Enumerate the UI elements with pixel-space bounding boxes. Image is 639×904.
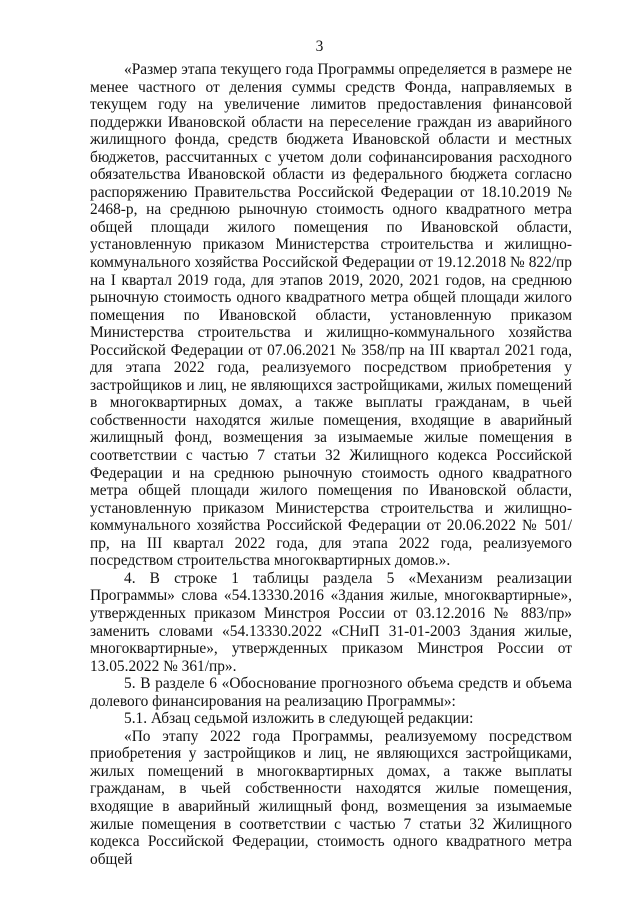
document-body xyxy=(90,61,572,868)
paragraph-stage-size-definition: «Размер этапа текущего года Программы определяется в размере не менее частного от деления суммы средств Фонда, направляемых в текущем году на увеличение лимитов предоставления финансовой поддержки Ивановской области на переселение граждан из аварийного жилищного фонда, средств бюджета Ивановской области и местных бюджетов, рассчитанных с учетом доли софинансирования расходного обязательства Ивановской области из федерального бюджета согласно распоряжению Правительства Российской Федерации от 18.10.2019 № 2468-р, на среднюю рыночную стоимость одного квадратного метра общей площади жилого помещения по Ивановской области, установленную приказом Министерства строительства и жилищно-коммунального хозяйства Российской Федерации от 19.12.2018 № 822/пр на I квартал 2019 года, для этапов 2019, 2020, 2021 годов, на среднюю рыночную стоимость одного квадратного метра общей площади жилого помещения по Ивановской области, установленную приказом Министерства строительства и жилищно-коммунального хозяйства Российской Федерации от 07.06.2021 № 358/пр на III квартал 2021 года, для этапа 2022 года, реализуемого посредством приобретения у застройщиков и лиц, не являющихся застройщиками, жилых помещений в многоквартирных домах, а также выплаты гражданам, в чьей собственности находятся жилые помещения, входящие в аварийный жилищный фонд, возмещения за изымаемые жилые помещения в соответствии с частью 7 статьи 32 Жилищного кодекса Российской Федерации и на среднюю рыночную стоимость одного квадратного метра общей площади жилого помещения по Ивановской области, установленную приказом Министерства строительства и жилищно-коммунального хозяйства Российской Федерации от 20.06.2022 № 501/пр, на III квартал 2022 года, для этапа 2022 года, реализуемого посредством строительства многоквартирных домов.». xyxy=(90,61,572,570)
paragraph-stage-2022-quote: «По этапу 2022 года Программы, реализуемому посредством приобретения у застройщиков и лиц, не являющихся застройщиками, жилых помещений в многоквартирных домах, а также выплаты гражданам, в чьей собственности находятся жилые помещения, входящие в аварийный жилищный фонд, возмещения за изымаемые жилые помещения в соответствии с частью 7 статьи 32 Жилищного кодекса Российской Федерации, стоимость одного квадратного метра общей xyxy=(90,727,572,868)
paragraph-item-5: 5. В разделе 6 «Обоснование прогнозного объема средств и объема долевого финансирования на реализацию Программы»: xyxy=(90,675,572,710)
page-number: 3 xyxy=(315,38,324,55)
paragraph-item-4: 4. В строке 1 таблицы раздела 5 «Механизм реализации Программы» слова «54.13330.2016 «Здания жилые, многоквартирные», утвержденных приказом Минстроя России от 03.12.2016 № 883/пр» заменить словами «54.13330.2022 «СНиП 31-01-2003 Здания жилые, многоквартирные», утвержденных приказом Минстроя России от 13.05.2022 № 361/пр». xyxy=(90,569,572,675)
paragraph-item-5-1: 5.1. Абзац седьмой изложить в следующей редакции: xyxy=(124,710,474,728)
